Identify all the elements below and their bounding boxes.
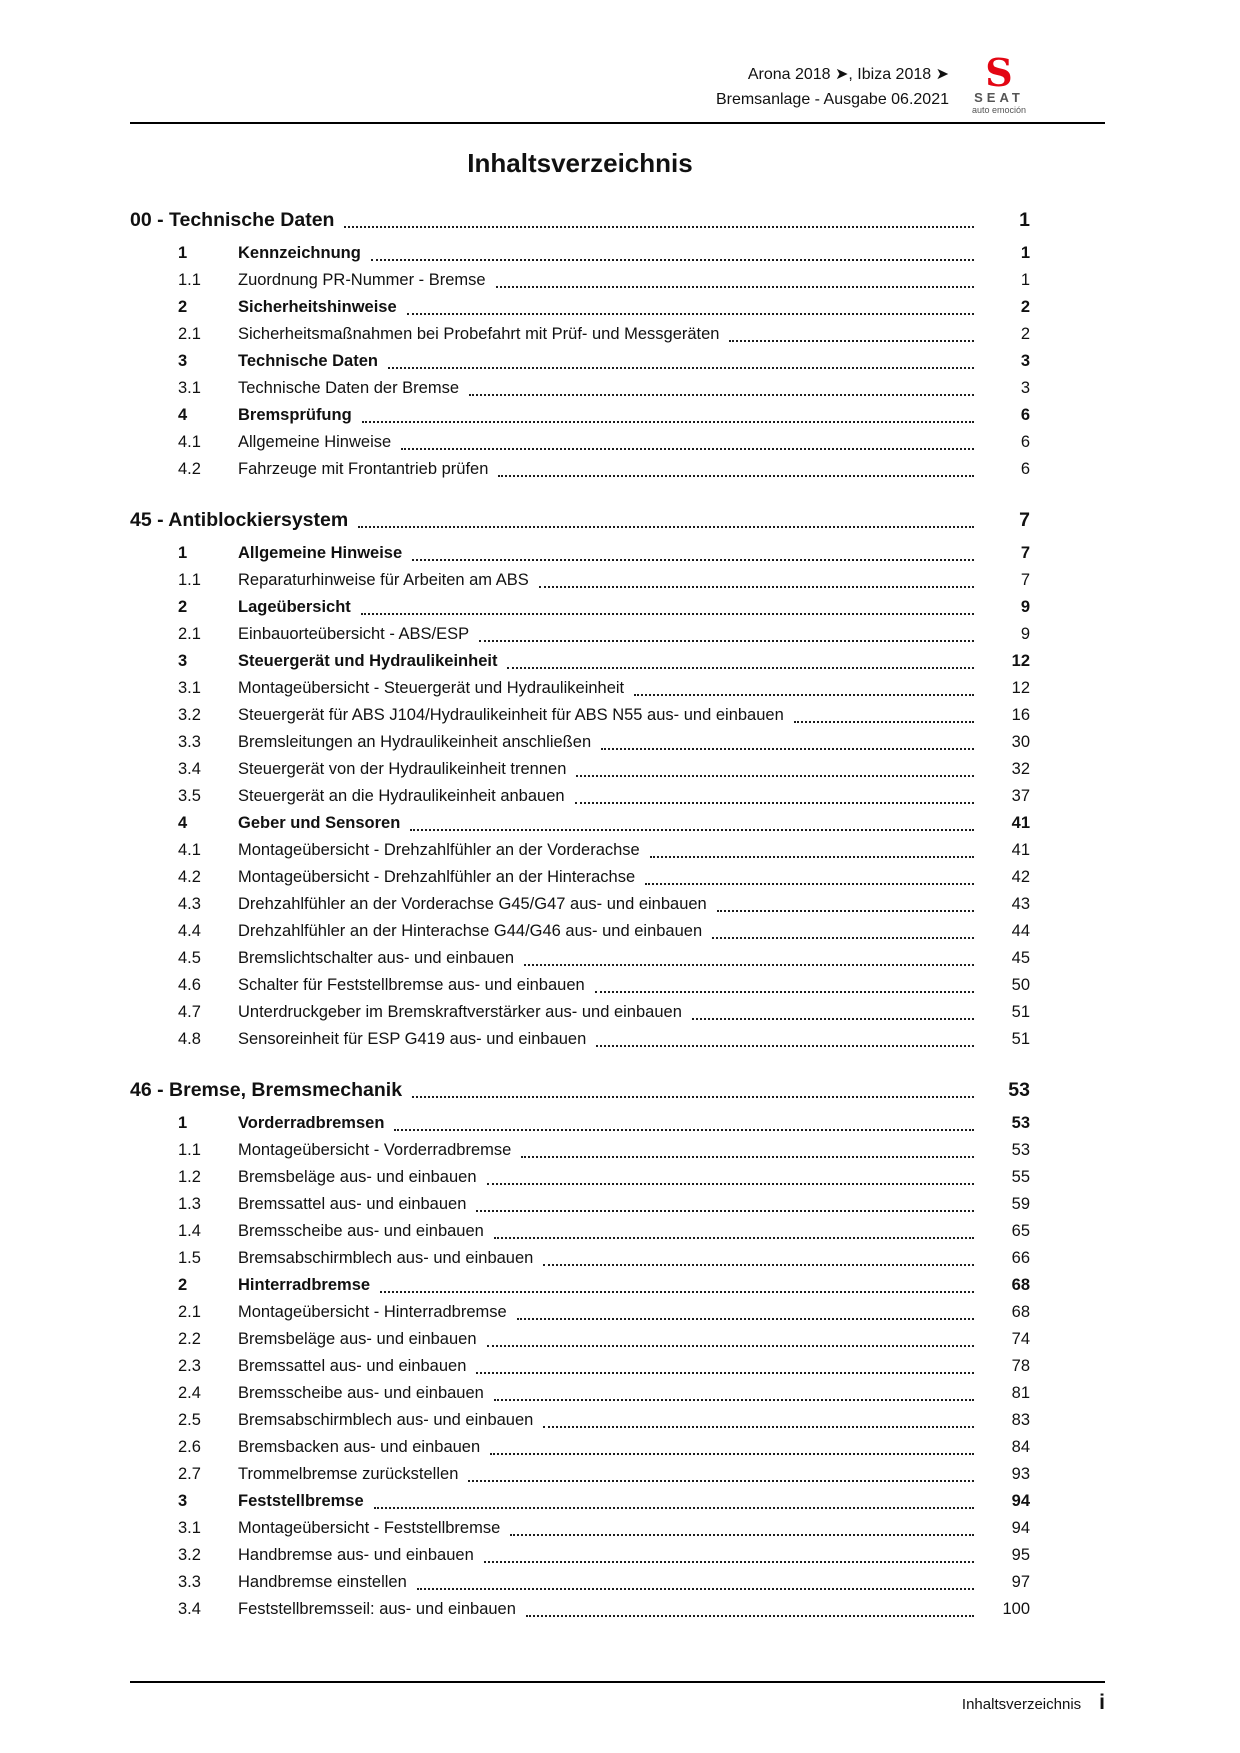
dot-leader [576,775,974,777]
toc-entry-title: Vorderradbremsen [238,1114,385,1132]
dot-leader [543,1426,974,1428]
toc-entry-title: Handbremse aus- und einbauen [238,1546,474,1564]
toc-entry-title: Drehzahlfühler an der Vorderachse G45/G47 aus- und einbauen [238,895,707,913]
toc-entry-page: 78 [1011,1357,1030,1375]
toc-entry [130,756,1030,783]
toc-entry [130,1596,1030,1623]
toc-entry-title: Allgemeine Hinweise [238,544,403,562]
toc-entry [130,945,1030,972]
dot-leader [401,448,974,450]
page-title: Inhaltsverzeichnis [467,148,693,178]
dot-leader [468,1480,974,1482]
dot-leader [476,1210,974,1212]
toc-entry-number: 4.2 [178,460,201,478]
dot-leader [380,1291,974,1293]
toc-entry-number: 3.5 [178,787,201,805]
toc-entry-title: Steuergerät für ABS J104/Hydraulikeinheit für ABS N55 aus- und einbauen [238,706,784,724]
toc-entry-page: 16 [1011,706,1030,724]
toc-entry-title: Bremssattel aus- und einbauen [238,1357,467,1375]
toc-entry-number: 2.2 [178,1330,201,1348]
toc-entry [130,1245,1030,1272]
toc-entry-page: 41 [1011,814,1030,832]
dot-leader [510,1534,974,1536]
toc-entry-title: Bremsbeläge aus- und einbauen [238,1330,477,1348]
seat-logo [963,50,1035,116]
toc-chapter-label: 45 - Antiblockiersystem [130,509,349,531]
toc-entry [130,1407,1030,1434]
toc-entry [130,1164,1030,1191]
toc-entry-number: 3.2 [178,706,201,724]
toc-entry-page: 6 [1020,460,1030,478]
dot-leader [394,1129,974,1131]
footer-content [130,1691,1105,1715]
dot-leader [494,1237,974,1239]
page-footer [130,1681,1105,1715]
toc-entry-title: Feststellbremse [238,1492,364,1510]
dot-leader [487,1183,974,1185]
toc-entry [130,1380,1030,1407]
toc-chapter-page: 53 [1008,1079,1030,1101]
toc-entry-number: 2.5 [178,1411,201,1429]
toc-entry [130,1326,1030,1353]
toc-entry-number: 2 [178,298,188,316]
toc-entry-page: 81 [1011,1384,1030,1402]
dot-leader [407,313,974,315]
toc-entry-title: Feststellbremsseil: aus- und einbauen [238,1600,516,1618]
toc-entry-page: 44 [1011,922,1030,940]
toc-entry-page: 84 [1011,1438,1030,1456]
toc-entry-number: 4.5 [178,949,201,967]
toc-entry-title: Handbremse einstellen [238,1573,407,1591]
toc-chapter [130,205,1030,235]
toc-entry-number: 1 [178,544,188,562]
toc-entry-number: 2.6 [178,1438,201,1456]
toc-entry-number: 4.1 [178,841,201,859]
dot-leader [601,748,974,750]
dot-leader [476,1372,974,1374]
toc-chapter [130,505,1030,535]
toc-entry-number: 2.1 [178,325,201,343]
toc-entry [130,1434,1030,1461]
dot-leader [344,226,974,228]
dot-leader [692,1018,974,1020]
toc-entry-title: Schalter für Feststellbremse aus- und einbauen [238,976,585,994]
toc-entry-page: 50 [1011,976,1030,994]
toc-chapter [130,1075,1030,1105]
toc-entry-title: Bremsleitungen an Hydraulikeinheit anschließen [238,733,592,751]
toc-entry-page: 100 [1002,1600,1030,1618]
toc-entry-page: 7 [1020,544,1030,562]
toc-entry-number: 3.1 [178,679,201,697]
toc-entry-title: Montageübersicht - Drehzahlfühler an der Vorderachse [238,841,640,859]
toc-entry-page: 94 [1011,1492,1030,1510]
toc-entry-number: 3.4 [178,1600,201,1618]
toc-entry [130,1218,1030,1245]
toc-entry-page: 83 [1011,1411,1030,1429]
toc-entry-page: 6 [1020,433,1030,451]
toc-entry-page: 2 [1020,298,1030,316]
toc-entry-number: 4 [178,406,188,424]
toc-chapter-label: 00 - Technische Daten [130,209,335,231]
toc-entry-number: 2.7 [178,1465,201,1483]
toc-entry [130,1110,1030,1137]
toc-entry [130,321,1030,348]
toc-entry-number: 3 [178,652,188,670]
dot-leader [388,367,974,369]
toc-entry-page: 1 [1020,244,1030,262]
toc-entry-page: 55 [1011,1168,1030,1186]
toc-entry [130,1299,1030,1326]
dot-leader [650,856,974,858]
toc [130,205,1030,1623]
toc-entry-page: 6 [1020,406,1030,424]
toc-entry-title: Unterdruckgeber im Bremskraftverstärker aus- und einbauen [238,1003,682,1021]
toc-entry [130,783,1030,810]
toc-entry-number: 1.4 [178,1222,201,1240]
toc-entry-number: 4.1 [178,433,201,451]
toc-entry-title: Bremsabschirmblech aus- und einbauen [238,1249,534,1267]
footer-page-number: i [1099,1691,1105,1714]
toc-entry [130,240,1030,267]
header-divider [130,122,1105,124]
dot-leader [484,1561,974,1563]
dot-leader [595,991,974,993]
toc-entry [130,594,1030,621]
toc-entry-title: Montageübersicht - Feststellbremse [238,1519,501,1537]
dot-leader [417,1588,974,1590]
toc-entry-title: Trommelbremse zurückstellen [238,1465,459,1483]
dot-leader [371,259,974,261]
dot-leader [361,613,974,615]
toc-entry [130,810,1030,837]
toc-entry-number: 3 [178,352,188,370]
toc-entry-number: 2.1 [178,625,201,643]
dot-leader [479,640,974,642]
toc-entry-number: 3 [178,1492,188,1510]
dot-leader [717,910,974,912]
dot-leader [412,1096,974,1098]
toc-entry [130,864,1030,891]
toc-entry-title: Drehzahlfühler an der Hinterachse G44/G46 aus- und einbauen [238,922,703,940]
toc-entry-page: 68 [1011,1303,1030,1321]
toc-entry-number: 2 [178,1276,188,1294]
toc-chapter-label: 46 - Bremse, Bremsmechanik [130,1079,403,1101]
toc-entry-page: 30 [1011,733,1030,751]
toc-entry-title: Zuordnung PR-Nummer - Bremse [238,271,486,289]
toc-entry [130,1026,1030,1053]
toc-entry-page: 66 [1011,1249,1030,1267]
toc-entry-number: 1.1 [178,271,201,289]
toc-entry-number: 3.1 [178,379,201,397]
toc-entry-page: 42 [1011,868,1030,886]
dot-leader [521,1156,974,1158]
toc-entry [130,702,1030,729]
toc-entry-number: 2 [178,598,188,616]
toc-entry [130,402,1030,429]
toc-entry-page: 41 [1011,841,1030,859]
toc-entry-page: 97 [1011,1573,1030,1591]
toc-entry-title: Fahrzeuge mit Frontantrieb prüfen [238,460,489,478]
dot-leader [517,1318,974,1320]
toc-entry-number: 3.3 [178,1573,201,1591]
dot-leader [539,586,974,588]
toc-entry-number: 1 [178,1114,188,1132]
toc-entry-page: 53 [1011,1114,1030,1132]
toc-entry-number: 3.3 [178,733,201,751]
toc-entry-title: Bremssattel aus- und einbauen [238,1195,467,1213]
toc-entry [130,1569,1030,1596]
toc-entry-page: 43 [1011,895,1030,913]
dot-leader [575,802,974,804]
toc-entry-title: Sensoreinheit für ESP G419 aus- und einbauen [238,1030,587,1048]
toc-entry-title: Montageübersicht - Steuergerät und Hydraulikeinheit [238,679,625,697]
toc-entry-title: Montageübersicht - Drehzahlfühler an der Hinterachse [238,868,636,886]
toc-entry [130,429,1030,456]
toc-entry-number: 4.6 [178,976,201,994]
toc-entry-page: 59 [1011,1195,1030,1213]
toc-entry-page: 94 [1011,1519,1030,1537]
toc-entry-page: 51 [1011,1003,1030,1021]
toc-entry-page: 93 [1011,1465,1030,1483]
toc-entry-title: Steuergerät von der Hydraulikeinheit trennen [238,760,567,778]
toc-entry-title: Steuergerät an die Hydraulikeinheit anbauen [238,787,565,805]
toc-entry-number: 1.2 [178,1168,201,1186]
toc-entry-page: 3 [1020,352,1030,370]
toc-entry [130,375,1030,402]
toc-entry [130,918,1030,945]
toc-entry-page: 3 [1020,379,1030,397]
header-subject: Bremsanlage - Ausgabe 06.2021 [715,91,949,108]
toc-entry-title: Montageübersicht - Vorderradbremse [238,1141,512,1159]
toc-entry-title: Bremsscheibe aus- und einbauen [238,1384,484,1402]
dot-leader [362,421,974,423]
dot-leader [729,340,974,342]
toc-entry-page: 9 [1020,625,1030,643]
dot-leader [794,721,974,723]
toc-entry [130,1515,1030,1542]
toc-entry-title: Technische Daten [238,352,378,370]
toc-entry-title: Technische Daten der Bremse [238,379,460,397]
toc-entry-page: 74 [1011,1330,1030,1348]
toc-entry [130,1488,1030,1515]
toc-entry-number: 4.3 [178,895,201,913]
seat-brand-text: SEAT [974,90,1024,105]
dot-leader [524,964,974,966]
toc-entry-page: 45 [1011,949,1030,967]
dot-leader [543,1264,974,1266]
toc-entry [130,567,1030,594]
toc-entry [130,675,1030,702]
toc-entry-number: 3.4 [178,760,201,778]
dot-leader [712,937,974,939]
toc-entry-page: 53 [1011,1141,1030,1159]
toc-entry [130,972,1030,999]
toc-entry-number: 2.1 [178,1303,201,1321]
toc-entry-number: 4.2 [178,868,201,886]
toc-entry-title: Lageübersicht [238,598,351,616]
toc-entry-number: 3.2 [178,1546,201,1564]
dot-leader [596,1045,974,1047]
toc-entry-page: 51 [1011,1030,1030,1048]
toc-entry-page: 1 [1020,271,1030,289]
page [130,0,1105,1753]
dot-leader [358,526,974,528]
toc-entry [130,1137,1030,1164]
toc-entry [130,1272,1030,1299]
dot-leader [412,559,974,561]
toc-entry-number: 1.1 [178,571,201,589]
toc-entry-title: Allgemeine Hinweise [238,433,392,451]
toc-entry-number: 3.1 [178,1519,201,1537]
toc-entry [130,891,1030,918]
toc-entry [130,348,1030,375]
toc-entry [130,1191,1030,1218]
toc-entry-number: 1.3 [178,1195,201,1213]
toc-entry [130,540,1030,567]
toc-entry-title: Bremsbacken aus- und einbauen [238,1438,481,1456]
toc-entry-title: Bremsscheibe aus- und einbauen [238,1222,484,1240]
toc-entry [130,648,1030,675]
dot-leader [469,394,974,396]
toc-entry-title: Reparaturhinweise für Arbeiten am ABS [238,571,529,589]
toc-entry [130,621,1030,648]
toc-entry [130,267,1030,294]
toc-entry-number: 4.4 [178,922,201,940]
toc-entry-title: Montageübersicht - Hinterradbremse [238,1303,507,1321]
toc-entry-title: Bremsabschirmblech aus- und einbauen [238,1411,534,1429]
toc-entry-title: Einbauorteübersicht - ABS/ESP [238,625,470,643]
toc-entry [130,999,1030,1026]
dot-leader [634,694,974,696]
toc-entry-number: 4 [178,814,188,832]
toc-entry-title: Steuergerät und Hydraulikeinheit [238,652,498,670]
dot-leader [410,829,974,831]
toc-entry-title: Geber und Sensoren [238,814,401,832]
toc-entry [130,1542,1030,1569]
toc-entry-title: Bremsbeläge aus- und einbauen [238,1168,477,1186]
dot-leader [498,475,974,477]
page-header [130,0,1105,116]
dot-leader [494,1399,974,1401]
toc-entry-page: 68 [1011,1276,1030,1294]
header-models: Arona 2018 ➤, Ibiza 2018 ➤ [747,66,949,83]
seat-s-icon: S [985,50,1013,95]
dot-leader [507,667,974,669]
toc-entry-title: Hinterradbremse [238,1276,371,1294]
seat-tagline: auto emoción [971,105,1027,115]
header-text [716,62,949,116]
toc-chapter-page: 1 [1019,209,1030,231]
dot-leader [496,286,974,288]
toc-entry-page: 32 [1011,760,1030,778]
dot-leader [490,1453,974,1455]
dot-leader [374,1507,974,1509]
dot-leader [487,1345,974,1347]
toc-entry-title: Sicherheitshinweise [238,298,397,316]
toc-entry-number: 1.1 [178,1141,201,1159]
toc-entry-title: Bremsprüfung [238,406,352,424]
toc-entry [130,1353,1030,1380]
toc-entry-page: 95 [1011,1546,1030,1564]
toc-area [130,148,1105,1623]
toc-chapter-page: 7 [1019,509,1030,531]
toc-entry-number: 4.8 [178,1030,201,1048]
dot-leader [526,1615,974,1617]
toc-entry-page: 37 [1011,787,1030,805]
toc-entry [130,294,1030,321]
footer-label: Inhaltsverzeichnis [961,1696,1082,1713]
toc-entry [130,1461,1030,1488]
dot-leader [645,883,974,885]
toc-entry-title: Bremslichtschalter aus- und einbauen [238,949,515,967]
toc-entry [130,729,1030,756]
toc-entry-page: 9 [1020,598,1030,616]
toc-entry-number: 2.3 [178,1357,201,1375]
toc-entry-page: 12 [1011,652,1030,670]
toc-entry-number: 4.7 [178,1003,201,1021]
toc-entry-number: 2.4 [178,1384,201,1402]
toc-entry-page: 12 [1011,679,1030,697]
toc-entry-page: 2 [1020,325,1030,343]
toc-entry-page: 65 [1011,1222,1030,1240]
toc-entry-number: 1.5 [178,1249,201,1267]
toc-entry-title: Kennzeichnung [238,244,361,262]
toc-entry [130,837,1030,864]
toc-entry [130,456,1030,483]
toc-entry-number: 1 [178,244,188,262]
toc-entry-title: Sicherheitsmaßnahmen bei Probefahrt mit Prüf- und Messgeräten [238,325,720,343]
footer-divider [130,1681,1105,1683]
toc-entry-page: 7 [1020,571,1030,589]
